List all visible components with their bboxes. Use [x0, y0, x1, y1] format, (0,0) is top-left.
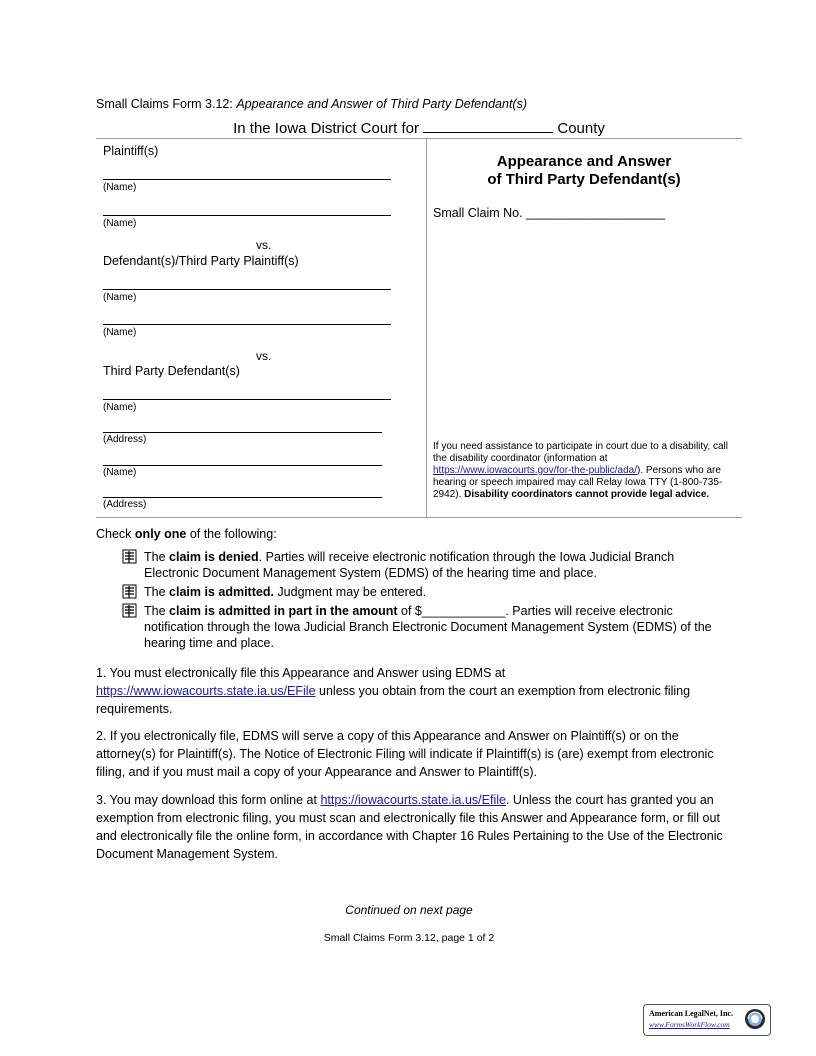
check-intro-bold: only one [134, 527, 187, 541]
plaintiff-1-name-field[interactable] [103, 179, 391, 180]
claim-number-label: Small Claim No. [433, 206, 523, 220]
option-bold: claim is admitted. [169, 585, 274, 599]
vs-label: vs. [256, 238, 272, 252]
instruction-1-text-2: unless you obtain from the court an exemption from electronic filing requirements. [96, 684, 691, 716]
checkbox-icon[interactable] [122, 603, 138, 619]
claim-number-field[interactable]: ____________________ [526, 206, 666, 220]
caption-top-rule [96, 138, 742, 139]
form-reference [96, 97, 527, 111]
check-instructions [96, 527, 277, 541]
option-claim-admitted-in-part[interactable] [122, 603, 732, 651]
document-title-line-2: of Third Party Defendant(s) [487, 171, 681, 188]
instruction-1 [96, 664, 728, 718]
name-label: (Name) [103, 182, 137, 193]
vs-label: vs. [256, 349, 272, 363]
defendant-2-name-field[interactable] [103, 324, 391, 325]
page-footer: Small Claims Form 3.12, page 1 of 2 [323, 932, 495, 944]
court-heading [96, 120, 742, 137]
option-post: Judgment may be entered. [273, 585, 427, 599]
defendant-1-name-field[interactable] [103, 289, 391, 290]
ada-text: If you need assistance to participate in court due to a disability, call the disability coordinator (information at [433, 441, 728, 464]
instruction-1-text: 1. You must electronically file this Appearance and Answer using EDMS at [96, 666, 506, 680]
name-label: (Name) [103, 218, 137, 229]
caption-bottom-rule [96, 517, 742, 518]
instruction-3-text: 3. You may download this form online at [96, 793, 317, 807]
third-party-1-address-field[interactable] [103, 432, 382, 433]
defendants-label: Defendant(s)/Third Party Plaintiff(s) [103, 254, 299, 268]
plaintiffs-label: Plaintiff(s) [103, 144, 159, 158]
court-prefix: In the Iowa District Court for [233, 120, 420, 137]
name-label: (Name) [103, 292, 137, 303]
option-pre: The [144, 585, 166, 599]
option-claim-denied[interactable] [122, 549, 732, 581]
third-party-defendants-label: Third Party Defendant(s) [103, 364, 240, 378]
ada-disclaimer: Disability coordinators cannot provide legal advice. [464, 489, 710, 500]
name-label: (Name) [103, 467, 137, 478]
option-bold: claim is admitted in part in the amount [169, 604, 398, 618]
instruction-2: 2. If you electronically file, EDMS will serve a copy of this Appearance and Answer on Plaintiff(s) or on the attorney(s) for Plaintiff(s). The Notice of Electronic Filing will indicate if Plaintiff(s) is (are) exempt from electronic filing, and if you must mail a copy of your Appearance and Answer to Plaintiff(s). [96, 729, 714, 779]
caption-divider [426, 139, 427, 517]
form-number: Small Claims Form 3.12: [96, 97, 233, 111]
county-field[interactable] [423, 120, 553, 133]
instruction-3 [96, 791, 728, 863]
address-label: (Address) [103, 499, 147, 510]
globe-icon [744, 1008, 766, 1030]
court-suffix: County [557, 120, 605, 137]
option-mid: of $ [401, 604, 422, 618]
ada-link[interactable]: https://www.iowacourts.gov/for-the-public/ada/ [433, 465, 637, 476]
continued-note: Continued on next page [345, 903, 473, 917]
address-label: (Address) [103, 434, 147, 445]
checkbox-icon[interactable] [122, 584, 138, 600]
small-claim-number [433, 206, 665, 220]
ada-notice [433, 441, 733, 501]
option-bold: claim is denied [169, 550, 259, 564]
form-title: Appearance and Answer of Third Party Defendant(s) [236, 97, 527, 111]
amount-field[interactable]: ____________ [421, 604, 506, 618]
option-post: . Parties will receive electronic notification through the Iowa Judicial Branch Electronic Document Management System (EDMS) of the hearing time and place. [144, 550, 675, 580]
document-title-line-1: Appearance and Answer [496, 153, 672, 170]
publisher-logo[interactable] [643, 1004, 771, 1036]
third-party-1-name-field[interactable] [103, 399, 391, 400]
download-link[interactable]: https://iowacourts.state.ia.us/Efile [320, 793, 506, 807]
third-party-2-name-field[interactable] [103, 465, 382, 466]
publisher-name: American LegalNet, Inc. [649, 1009, 733, 1018]
instruction-3-text-2: . Unless the court has granted you an exemption from electronic filing, you must scan and electronically file this Answer and Appearance form, or fill out and electronically file the online form, in accordance with Chapter 16 Rules Pertaining to the Use of the Electronic Document Management System. [96, 793, 723, 861]
option-post: . Parties will receive electronic notification through the Iowa Judicial Branch Electronic Document Management System (EDMS) of the hearing time and place. [144, 604, 712, 650]
third-party-2-address-field[interactable] [103, 497, 382, 498]
check-intro-pre: Check [96, 527, 132, 541]
name-label: (Name) [103, 327, 137, 338]
efile-link[interactable]: https://www.iowacourts.state.ia.us/EFile [96, 684, 316, 698]
plaintiff-2-name-field[interactable] [103, 215, 391, 216]
ada-text-2: ). Persons who are hearing or speech impaired may call Relay Iowa TTY (1-800-735-2942). [433, 465, 723, 500]
publisher-url[interactable]: www.FormsWorkFlow.com [649, 1020, 730, 1029]
document-title [430, 153, 738, 189]
checkbox-icon[interactable] [122, 549, 138, 565]
option-claim-admitted[interactable] [122, 584, 732, 600]
option-pre: The [144, 550, 166, 564]
name-label: (Name) [103, 402, 137, 413]
check-intro-post: of the following: [189, 527, 277, 541]
option-pre: The [144, 604, 166, 618]
